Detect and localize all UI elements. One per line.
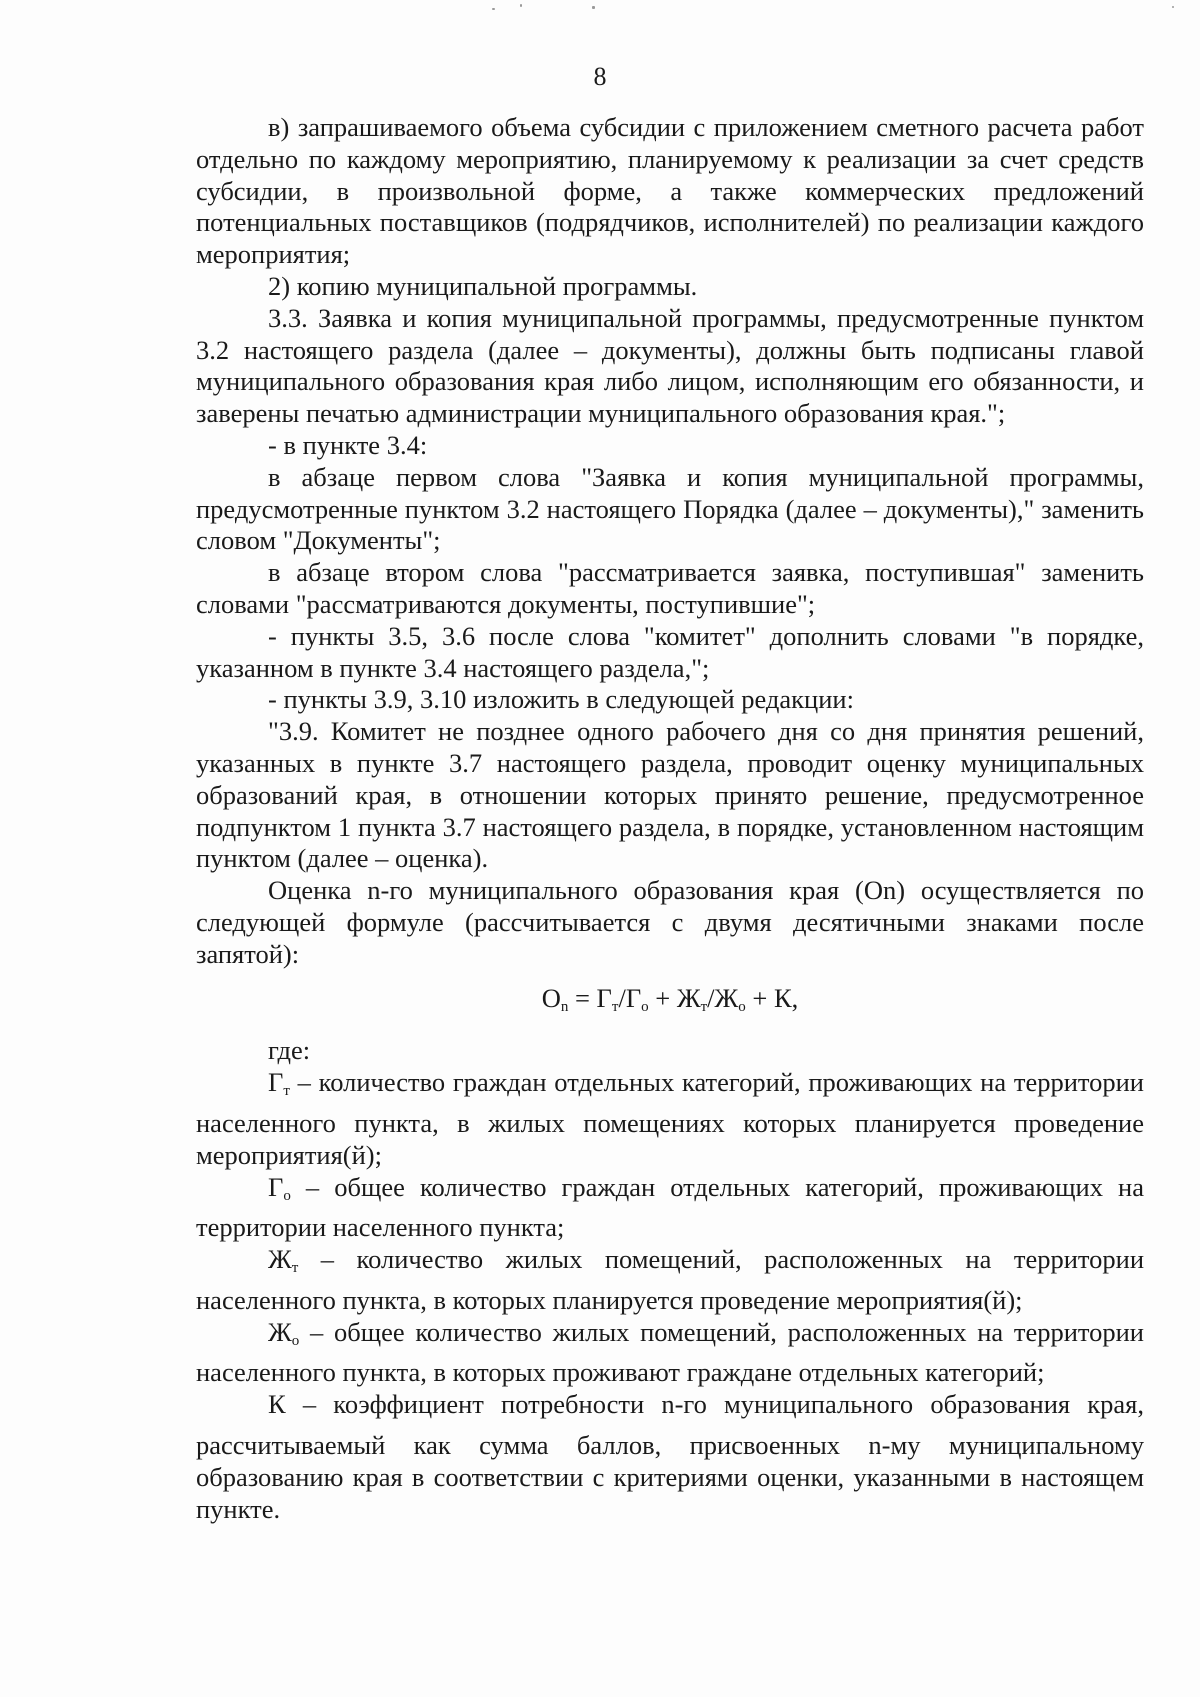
definition-item: $Ж_о$ – общее количество жилых помещений, расположенных на территории населенного пункта, в которых проживают граждане отдельных категорий; <box>196 1316 1144 1388</box>
paragraph: "3.9. Комитет не позднее одного рабочего дня со дня принятия решений, указанных в пункте 3.7 настоящего раздела, проводит оценку муниципальных образований края, в отношении которых принято решение, предусмотренное подпунктом 1 пункта 3.7 настоящего раздела, в порядке, установленном настоящим пунктом (далее – оценка). <box>196 716 1144 874</box>
scan-speck <box>592 6 595 9</box>
paragraph: - в пункте 3.4: <box>268 429 428 460</box>
definition-item: К – коэффициент потребности n-го муниципального образования края, рассчитываемый как сумма баллов, присвоенных n-му муниципальному образованию края в соответствии с критериями оценки, указанными в настоящем пункте. <box>196 1389 1144 1524</box>
paragraph: 2) копию муниципальной программы. <box>268 270 698 301</box>
document-body <box>196 112 1144 1525</box>
definition-item: $Ж_т$ – количество жилых помещений, расположенных на территории населенного пункта, в которых планируется проведение мероприятия(й); <box>196 1244 1144 1315</box>
paragraph: 3.3. Заявка и копия муниципальной программы, предусмотренные пунктом 3.2 настоящего раздела (далее – документы), должны быть подписаны главой муниципального образования края либо лицом, исполняющим его обязанности, и заверены печатью администрации муниципального образования края."; <box>196 302 1144 429</box>
page-number: 8 <box>593 62 607 91</box>
scan-speck <box>1172 6 1174 8</box>
scan-speck <box>492 8 495 10</box>
definition-item: $Г_т$ – количество граждан отдельных категорий, проживающих на территории населенного пункта, в жилых помещениях которых планируется проведение мероприятия(й); <box>196 1067 1144 1170</box>
paragraph: в абзаце втором слова "рассматривается заявка, поступившая" заменить словами "рассматриваются документы, поступившие"; <box>196 557 1144 619</box>
scan-speck <box>520 4 522 7</box>
definition-item: $Г_о$ – общее количество граждан отдельных категорий, проживающих на территории населенного пункта; <box>196 1171 1144 1243</box>
paragraph: - пункты 3.5, 3.6 после слова "комитет" дополнить словами "в порядке, указанном в пункте 3.4 настоящего раздела,"; <box>196 620 1144 683</box>
formula: $О_n = Г_т/Г_о + Ж_т/Ж_о + К$, <box>541 982 799 1015</box>
paragraph: в абзаце первом слова "Заявка и копия муниципальной программы, предусмотренные пунктом 3.2 настоящего Порядка (далее – документы)," заменить словом "Документы"; <box>196 461 1144 556</box>
paragraph: - пункты 3.9, 3.10 изложить в следующей редакции: <box>268 684 854 715</box>
where-label: где: <box>268 1035 311 1066</box>
paragraph: в) запрашиваемого объема субсидии с приложением сметного расчета работ отдельно по каждому мероприятию, планируемому к реализации за счет средств субсидии, в произвольной форме, а также коммерческих предложений потенциальных поставщиков (подрядчиков, исполнителей) по реализации каждого мероприятия; <box>196 112 1144 270</box>
paragraph: Оценка n-го муниципального образования края (Оn) осуществляется по следующей формуле (рассчитывается с двумя десятичными знаками после запятой): <box>196 875 1144 969</box>
